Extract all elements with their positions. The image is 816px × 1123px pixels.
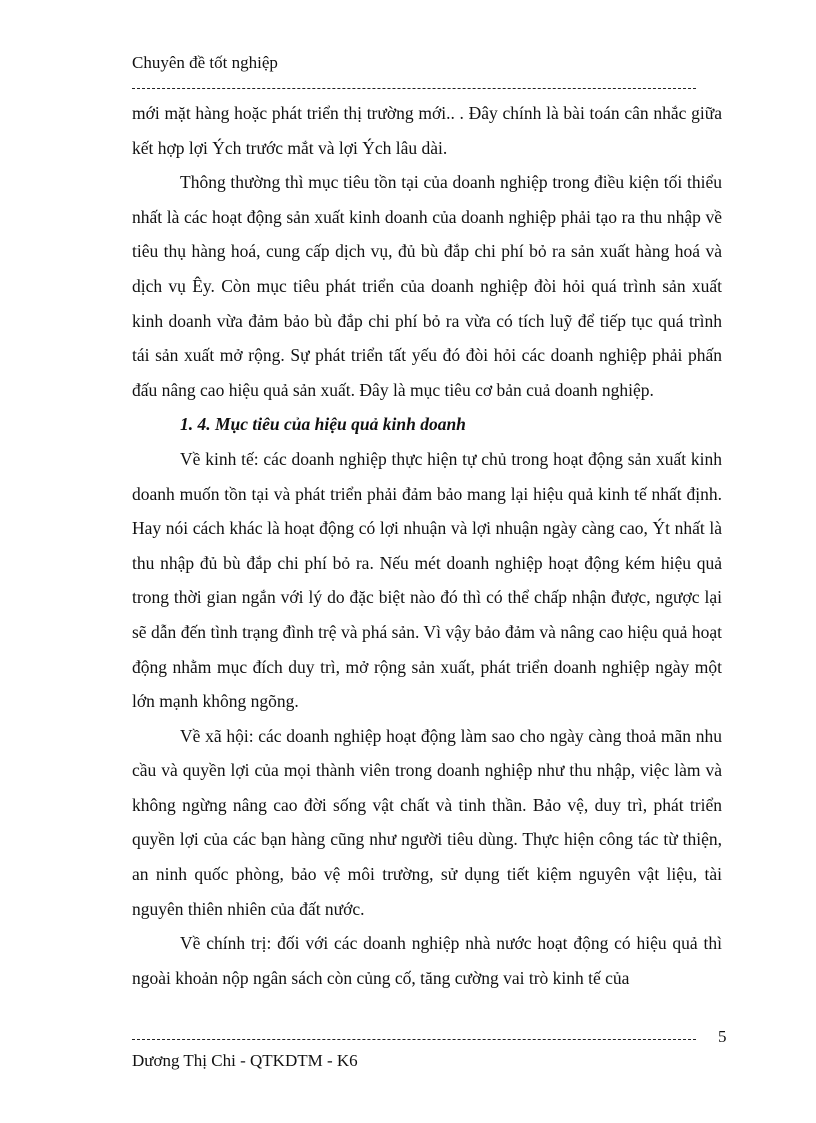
- running-header: Chuyên đề tốt nghiệp: [132, 53, 278, 72]
- header-divider: [132, 88, 696, 89]
- paragraph: Về chính trị: đối với các doanh nghiệp nhà nước hoạt động có hiệu quả thì ngoài khoản nộp ngân sách còn củng cố, tăng cường vai trò kinh tế của: [132, 933, 722, 988]
- running-footer: Dương Thị Chi - QTKDTM - K6: [132, 1051, 358, 1070]
- section-heading: 1. 4. Mục tiêu của hiệu quả kinh doanh: [180, 414, 466, 435]
- paragraph: Về kinh tế: các doanh nghiệp thực hiện tự chủ trong hoạt động sản xuất kinh doanh muốn tồn tại và phát triển phải đảm bảo mang lại hiệu quả kinh tế nhất định. Hay nói cách khác là hoạt động có lợi nhuận và lợi nhuận ngày càng cao, Ýt nhất là thu nhập đủ bù đắp chi phí bỏ ra. Nếu mét doanh nghiệp hoạt động kém hiệu quả trong thời gian ngắn với lý do đặc biệt nào đó thì có thể chấp nhận được, ngược lại sẽ dẫn đến tình trạng đình trệ và phá sản. Vì vậy bảo đảm và nâng cao hiệu quả hoạt động nhằm mục đích duy trì, mở rộng sản xuất, phát triển doanh nghiệp ngày một lớn mạnh không ngõng.: [132, 448, 722, 712]
- document-body: [132, 96, 722, 995]
- footer-divider: [132, 1039, 696, 1040]
- paragraph: Về xã hội: các doanh nghiệp hoạt động làm sao cho ngày càng thoả mãn nhu cầu và quyền lợi của mọi thành viên trong doanh nghiệp như thu nhập, việc làm và không ngừng nâng cao đời sống vật chất và tinh thần. Bảo vệ, duy trì, phát triển quyền lợi của các bạn hàng cũng như người tiêu dùng. Thực hiện công tác từ thiện, an ninh quốc phòng, bảo vệ môi trường, sử dụng tiết kiệm nguyên vật liệu, tài nguyên thiên nhiên của đất nước.: [132, 725, 722, 919]
- paragraph: Thông thường thì mục tiêu tồn tại của doanh nghiệp trong điều kiện tối thiểu nhất là các hoạt động sản xuất kinh doanh của doanh nghiệp phải tạo ra thu nhập về tiêu thụ hàng hoá, cung cấp dịch vụ, đủ bù đắp chi phí bỏ ra sản xuất hàng hoá và dịch vụ Êy. Còn mục tiêu phát triển của doanh nghiệp đòi hỏi quá trình sản xuất kinh doanh vừa đảm bảo bù đắp chi phí bỏ ra vừa có tích luỹ để tiếp tục quá trình tái sản xuất mở rộng. Sự phát triển tất yếu đó đòi hỏi các doanh nghiệp phải phấn đấu nâng cao hiệu quả sản xuất. Đây là mục tiêu cơ bản cuả doanh nghiệp.: [132, 172, 722, 400]
- page-number: 5: [718, 1027, 727, 1046]
- paragraph-continuation: mới mặt hàng hoặc phát triển thị trường mới.. . Đây chính là bài toán cân nhắc giữa kết hợp lợi Ých trước mắt và lợi Ých lâu dài.: [132, 103, 722, 158]
